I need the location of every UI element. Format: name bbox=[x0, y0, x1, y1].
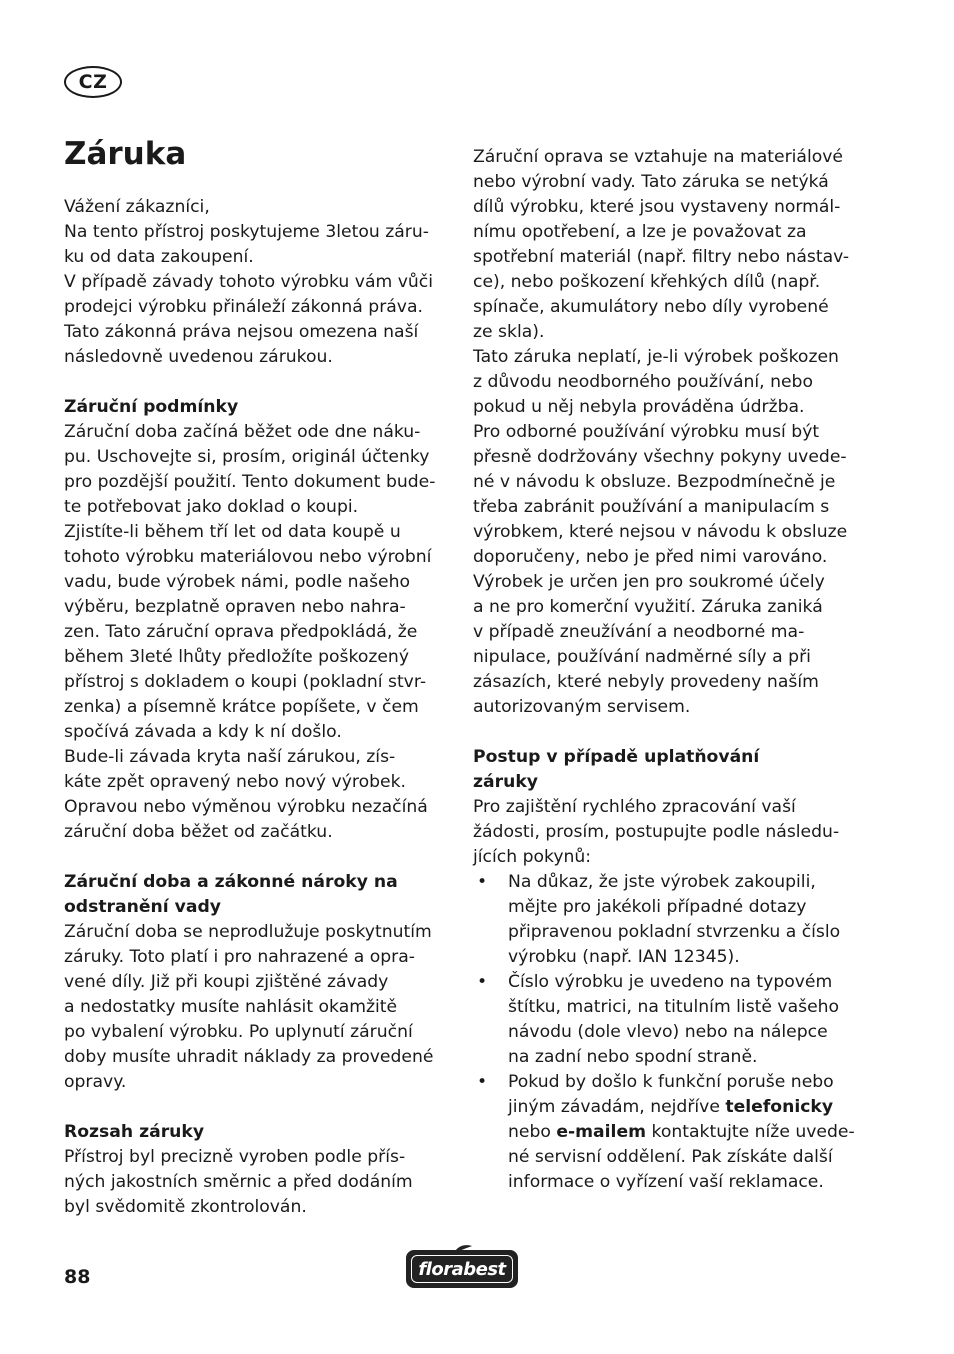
claim-steps-list bbox=[473, 870, 865, 1195]
warranty-exclusions-text: Tato záruka neplatí, je-li výrobek poškozen z důvodu neodborného používání, nebo pokud u něj nebyla prováděna údržba. Pro odborné používání výrobku musí být přesně dodržovány všechny pokyny uvede- né v návodu k obsluze. Bezpodmínečně je třeba zabránit používání a manipulacím s výrobkem, které nejsou v návodu k obsluze doporučeny, nebo je před nimi varováno. Výrobek je určen jen pro soukromé účely a ne pro komerční využití. Záruka zaniká v případě zneužívání a neodborné ma- nipulace, používání nadměrné síly a při zásazích, které nebyly provedeny naším autorizovaným servisem. bbox=[473, 347, 848, 717]
intro-paragraph: Vážení zákazníci, Na tento přístroj poskytujeme 3letou záru- ku od data zakoupení. V případě závady tohoto výrobku vám vůči prodejci výrobku přináleží zákonná práva. Tato zákonná práva nejsou omezena naší následovně uvedenou zárukou. bbox=[64, 197, 433, 367]
warranty-period-text: Záruční doba se neprodlužuje poskytnutím záruky. Toto platí i pro nahrazené a opra- vené díly. Již při koupi zjištěné závady a nedostatky musíte nahlásit okamžitě po vybalení výrobku. Po uplynutí záruční doby musíte uhradit náklady za provedené opravy. bbox=[64, 922, 434, 1092]
warranty-coverage-text: Záruční oprava se vztahuje na materiálové nebo výrobní vady. Tato záruka se netýká dílů výrobku, které jsou vystaveny normál- nímu opotřebení, a lze je považovat za spotřební materiál (např. filtry nebo nástav- ce), nebo poškození křehkých dílů (např. spínače, akumulátory nebo díly vyrobené ze skla). bbox=[473, 147, 850, 342]
bullet-text-part: nebo bbox=[508, 1122, 551, 1142]
warranty-conditions-text: Záruční doba začíná běžet ode dne náku- pu. Uschovejte si, prosím, originál účtenky pro pozdější použití. Tento dokument bude- te potřebovat jako doklad o koupi. Zjistíte-li během tří let od data koupě u tohoto výrobku materiálovou nebo výrobní vadu, bude výrobek námi, podle našeho výběru, bezplatně opraven nebo nahra- zen. Tato záruční oprava předpokládá, že během 3leté lhůty předložíte poškozený přístroj s dokladem o koupi (pokladní stvr- zenka) a písemně krátce popíšete, v čem spočívá závada a kdy k ní došlo. Bude-li závada kryta naší zárukou, zís- káte zpět opravený nebo nový výrobek. Opravou nebo výměnou výrobku nezačíná záruční doba běžet od začátku. bbox=[64, 422, 436, 842]
list-item bbox=[473, 1070, 865, 1195]
warranty-scope-text: Přístroj byl precizně vyroben podle přís- ných jakostních směrnic a před dodáním byl svědomitě zkontrolován. bbox=[64, 1147, 413, 1217]
page-number: 88 bbox=[64, 1266, 91, 1288]
section-heading-claim-procedure: Postup v případě uplatňování záruky bbox=[473, 747, 760, 792]
leaf-icon bbox=[452, 1244, 474, 1254]
bullet-text-part: kontaktujte níže uvede- né servisní oddělení. Pak získáte další informace o vyřízení vaší reklamace. bbox=[508, 1122, 855, 1192]
list-item: • Číslo výrobku je uvedeno na typovém štítku, matrici, na titulním listě vašeho návodu (dole vlevo) nebo na nálepce na zadní nebo spodní straně. bbox=[473, 970, 865, 1070]
logo-wordmark: florabest bbox=[411, 1255, 513, 1283]
phone-emphasis: telefonicky bbox=[725, 1097, 834, 1117]
section-heading-warranty-scope: Rozsah záruky bbox=[64, 1122, 205, 1142]
section-heading-warranty-conditions: Záruční podmínky bbox=[64, 397, 239, 417]
email-emphasis: e-mailem bbox=[556, 1122, 647, 1142]
section-heading-warranty-period: Záruční doba a zákonné nároky na odstranění vady bbox=[64, 872, 398, 917]
florabest-logo bbox=[406, 1250, 518, 1288]
list-item: • Na důkaz, že jste výrobek zakoupili, mějte pro jakékoli případné dotazy připravenou pokladní stvrzenku a číslo výrobku (např. IAN 12345). bbox=[473, 870, 865, 970]
left-column bbox=[64, 195, 454, 1220]
page-title: Záruka bbox=[64, 136, 187, 172]
right-column bbox=[473, 145, 865, 1195]
bullet-text-part: Pokud by došlo k funkční poruše nebo jiným závadám, nejdříve bbox=[508, 1072, 834, 1117]
language-badge: CZ bbox=[64, 66, 122, 98]
claim-procedure-text: Pro zajištění rychlého zpracování vaší žádosti, prosím, postupujte podle následu- jících pokynů: bbox=[473, 797, 840, 867]
